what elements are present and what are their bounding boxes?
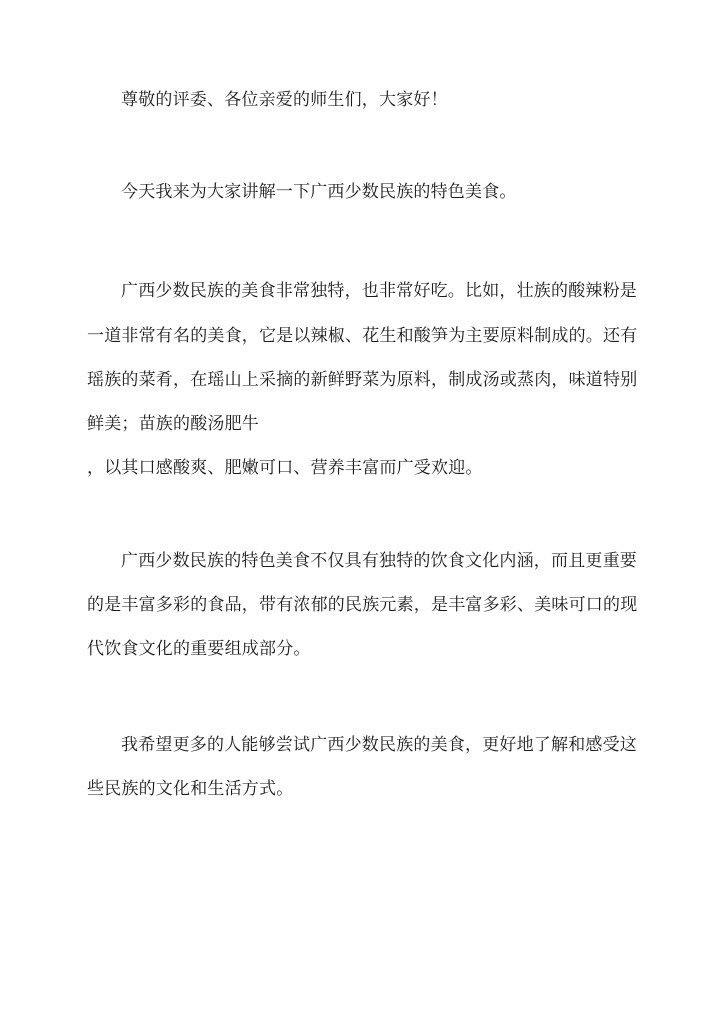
paragraph-1-line-4: 鲜美；苗族的酸汤肥牛 — [87, 414, 259, 434]
paragraph-3-line-2: 些民族的文化和生活方式。 — [87, 779, 294, 799]
paragraph-2-line-2: 的是丰富多彩的食品，带有浓郁的民族元素，是丰富多彩、美味可口的现 — [87, 595, 638, 615]
greeting-line: 尊敬的评委、各位亲爱的师生们，大家好！ — [121, 90, 448, 110]
paragraph-1-line-1: 广西少数民族的美食非常独特，也非常好吃。比如，壮族的酸辣粉是 — [121, 281, 637, 301]
paragraph-1-line-5: ，以其口感酸爽、肥嫩可口、营养丰富而广受欢迎。 — [87, 458, 483, 478]
paragraph-1-line-3: 瑶族的菜肴，在瑶山上采摘的新鲜野菜为原料，制成汤或蒸肉，味道特别 — [87, 370, 638, 390]
paragraph-2-line-3: 代饮食文化的重要组成部分。 — [87, 639, 311, 659]
paragraph-2-line-1: 广西少数民族的特色美食不仅具有独特的饮食文化内涵，而且更重要 — [121, 551, 637, 571]
paragraph-1-line-2: 一道非常有名的美食，它是以辣椒、花生和酸笋为主要原料制成的。还有 — [87, 326, 638, 346]
paragraph-3-line-1: 我希望更多的人能够尝试广西少数民族的美食，更好地了解和感受这 — [121, 735, 637, 755]
intro-line: 今天我来为大家讲解一下广西少数民族的特色美食。 — [121, 182, 517, 202]
